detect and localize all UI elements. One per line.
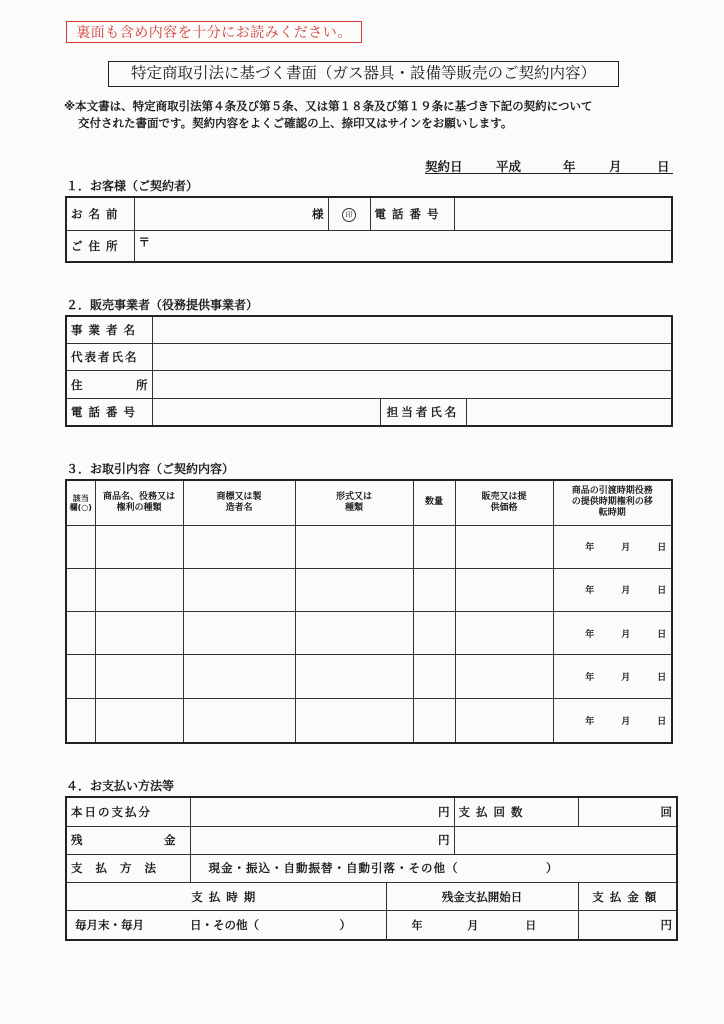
notice-banner: 裏面も含め内容を十分にお読みください。 [66, 21, 362, 43]
quantity-cell[interactable] [413, 568, 455, 611]
applicable-cell[interactable] [66, 655, 95, 698]
row-month: 月 [621, 586, 631, 597]
col-timing: 商品の引渡時期役務の提供時期権利の移転時期 [553, 480, 672, 525]
balance-start-field[interactable] [386, 911, 578, 940]
table-row [66, 655, 672, 698]
balance-empty [454, 826, 677, 854]
address-char-1: 住 [71, 377, 83, 392]
contract-date-day: 日 [657, 159, 670, 174]
yen-text: 円 [438, 804, 450, 819]
count-unit-text: 回 [660, 804, 672, 819]
model-cell[interactable] [295, 612, 413, 655]
rep-name-label: 代表者氏名 [66, 344, 152, 371]
brand-cell[interactable] [183, 698, 295, 743]
row-day: 日 [657, 586, 667, 597]
brand-cell[interactable] [183, 525, 295, 568]
quantity-cell[interactable] [413, 525, 455, 568]
timing-cell[interactable] [553, 698, 672, 743]
seal-cell[interactable] [328, 197, 370, 230]
customer-phone-field[interactable] [454, 197, 672, 230]
brand-cell[interactable] [183, 612, 295, 655]
start-year: 年 [411, 919, 423, 933]
balance-label [66, 826, 190, 854]
intro-line-2: 交付された書面です。契約内容をよくご確認の上、捺印又はサインをお願いします。 [78, 116, 513, 130]
col-model: 形式又は種類 [295, 480, 413, 525]
customer-address-label: ご住所 [66, 230, 134, 262]
row-day: 日 [657, 543, 667, 554]
applicable-cell[interactable] [66, 698, 95, 743]
balance-char-1: 残 [71, 833, 83, 848]
start-month: 月 [467, 919, 479, 933]
contact-name-label: 担当者氏名 [380, 398, 466, 426]
table-row [66, 568, 672, 611]
product-cell[interactable] [95, 568, 183, 611]
product-cell[interactable] [95, 525, 183, 568]
rep-name-field[interactable] [152, 344, 672, 371]
col-brand: 商標又は製造者名 [183, 480, 295, 525]
price-cell[interactable] [455, 568, 553, 611]
price-cell[interactable] [455, 525, 553, 568]
model-cell[interactable] [295, 698, 413, 743]
transaction-heading: ３．お取引内容（ご契約内容） [66, 462, 235, 476]
today-payment-field[interactable] [190, 797, 454, 826]
start-day: 日 [525, 919, 537, 933]
seller-address-field[interactable] [152, 371, 672, 398]
quantity-cell[interactable] [413, 655, 455, 698]
timing-cell[interactable] [553, 525, 672, 568]
brand-cell[interactable] [183, 568, 295, 611]
balance-char-2: 金 [164, 833, 176, 848]
payment-method-options[interactable]: 現金・振込・自動振替・自動引落・その他（ ） [190, 854, 677, 882]
price-cell[interactable] [455, 698, 553, 743]
schedule-field[interactable]: 毎月末・毎月 日・その他（ ） [66, 911, 386, 940]
amount-label: 支払金額 [578, 883, 677, 911]
row-month: 月 [621, 716, 631, 727]
row-year: 年 [585, 672, 595, 683]
table-row [66, 525, 672, 568]
today-payment-label: 本日の支払分 [66, 797, 190, 826]
balance-start-label: 残金支払開始日 [386, 883, 578, 911]
postal-mark: 〒 [138, 234, 150, 249]
seller-table [65, 315, 673, 427]
col-quantity: 数量 [413, 480, 455, 525]
table-row [66, 698, 672, 743]
business-name-label: 事業者名 [66, 316, 152, 344]
brand-cell[interactable] [183, 655, 295, 698]
sama-text: 様 [312, 206, 324, 221]
contract-date-year: 年 [563, 159, 576, 174]
intro-text [64, 98, 684, 132]
payment-method-label: 支払方法 [66, 854, 190, 882]
customer-phone-label: 電話番号 [370, 197, 454, 230]
product-cell[interactable] [95, 655, 183, 698]
payment-count-label: 支払回数 [454, 797, 578, 826]
row-month: 月 [621, 629, 631, 640]
payment-count-field[interactable] [578, 797, 677, 826]
seller-address-label [66, 371, 152, 398]
customer-table [65, 196, 673, 263]
row-year: 年 [585, 716, 595, 727]
product-cell[interactable] [95, 612, 183, 655]
contract-date-label: 契約日 [425, 159, 463, 174]
seal-mark: 印 [342, 208, 356, 222]
applicable-cell[interactable] [66, 525, 95, 568]
address-char-2: 所 [136, 377, 148, 392]
seller-phone-field[interactable] [152, 398, 380, 426]
price-cell[interactable] [455, 655, 553, 698]
row-day: 日 [657, 716, 667, 727]
row-year: 年 [585, 629, 595, 640]
customer-address-field[interactable] [134, 230, 672, 262]
transaction-table [65, 479, 673, 744]
col-price: 販売又は提供価格 [455, 480, 553, 525]
timing-cell[interactable] [553, 655, 672, 698]
yen-text: 円 [438, 833, 450, 848]
amount-field[interactable] [578, 911, 677, 940]
row-year: 年 [585, 586, 595, 597]
contract-date[interactable] [425, 157, 673, 174]
customer-name-field[interactable] [134, 197, 328, 230]
customer-name-label: お名前 [66, 197, 134, 230]
balance-field[interactable] [190, 826, 454, 854]
timing-cell[interactable] [553, 568, 672, 611]
applicable-cell[interactable] [66, 568, 95, 611]
contract-date-month: 月 [609, 159, 622, 174]
business-name-field[interactable] [152, 316, 672, 344]
seller-phone-label: 電話番号 [66, 398, 152, 426]
payment-table [65, 796, 678, 941]
row-year: 年 [585, 543, 595, 554]
model-cell[interactable] [295, 655, 413, 698]
model-cell[interactable] [295, 568, 413, 611]
contact-name-field[interactable] [466, 398, 672, 426]
seller-heading: ２．販売事業者（役務提供事業者） [66, 298, 259, 312]
col-applicable: 該当欄(○) [66, 480, 95, 525]
schedule-label: 支払時期 [66, 883, 386, 911]
timing-cell[interactable] [553, 612, 672, 655]
contract-date-era: 平成 [496, 159, 522, 174]
amount-yen-text: 円 [660, 918, 672, 933]
intro-line-1: ※本文書は、特定商取引法第４条及び第５条、又は第１８条及び第１９条に基づき下記の契約について [64, 99, 593, 113]
applicable-cell[interactable] [66, 612, 95, 655]
quantity-cell[interactable] [413, 612, 455, 655]
price-cell[interactable] [455, 612, 553, 655]
col-product: 商品名、役務又は権利の種類 [95, 480, 183, 525]
row-month: 月 [621, 672, 631, 683]
row-day: 日 [657, 629, 667, 640]
row-day: 日 [657, 672, 667, 683]
payment-heading: ４．お支払い方法等 [66, 779, 175, 793]
document-title: 特定商取引法に基づく書面（ガス器具・設備等販売のご契約内容） [108, 61, 619, 87]
product-cell[interactable] [95, 698, 183, 743]
row-month: 月 [621, 543, 631, 554]
model-cell[interactable] [295, 525, 413, 568]
quantity-cell[interactable] [413, 698, 455, 743]
table-row [66, 612, 672, 655]
customer-heading: １．お客様（ご契約者） [66, 179, 199, 193]
